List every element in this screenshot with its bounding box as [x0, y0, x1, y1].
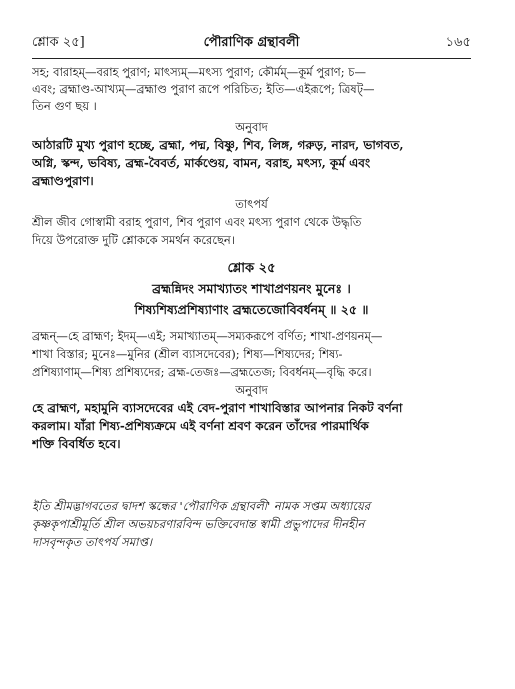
translation-heading: অনুবাদ	[235, 120, 268, 134]
verse-heading: শ্লোক ২৫	[227, 261, 276, 276]
colophon-line: কৃষ্ণকৃপাশ্রীমূর্তি শ্রীল অভয়চরণারবিন্দ ভক্তিবেদান্ত স্বামী প্রভুপাদের দীনহীন	[32, 517, 365, 531]
header-rule	[32, 58, 471, 59]
synonyms-line: সহ; বারাহম্—বরাহ পুরাণ; মাৎস্যম্—মৎস্য পুরাণ; কৌর্মম্—কূর্ম পুরাণ; চ—	[32, 65, 366, 79]
verse-line: শিষ্যশিষ্যপ্রশিষ্যাণাং ব্রহ্মতেজোবিবর্ধনম্ ॥ ২৫ ॥	[134, 302, 369, 317]
translation-line: শক্তি বিবর্ধিত হবে।	[32, 437, 121, 451]
translation-line: ব্রহ্মাণ্ডপুরাণ।	[32, 174, 94, 188]
verse-line: ব্রহ্মন্নিদং সমাখ্যাতং শাখাপ্রণয়নং মুনেঃ ।	[152, 281, 351, 296]
colophon-line: দাসবৃন্দকৃত তাৎপর্য সমাপ্ত।	[32, 535, 153, 549]
synonyms-line: তিন গুণ ছয় ।	[32, 99, 97, 113]
header-verse-ref: শ্লোক ২৫]	[32, 35, 85, 50]
translation-heading: অনুবাদ	[235, 383, 268, 397]
header-chapter-title: পৌরাণিক গ্রন্থাবলী	[203, 35, 300, 50]
translation-line: করলাম। যাঁরা শিষ্য-প্রশিষ্যক্রমে এই বর্ণনা শ্রবণ করেন তাঁদের পারমার্থিক	[32, 419, 369, 433]
verse-synonyms-line: শাখা বিস্তার; মুনেঃ—মুনির (শ্রীল ব্যাসদেবের); শিষ্য—শিষ্যদের; শিষ্য-	[32, 347, 343, 361]
verse-synonyms-line: প্রশিষ্যাণাম্—শিষ্য প্রশিষ্যদের; ব্রহ্ম-তেজঃ—ব্রহ্মতেজ; বিবর্ধনম্—বৃদ্ধি করে।	[32, 365, 372, 379]
synonyms-line: এবং; ব্রহ্মাণ্ড-আখ্যম্—ব্রহ্মাণ্ড পুরাণ রূপে পরিচিত; ইতি—এইরূপে; ত্রিষট্—	[32, 82, 375, 96]
header-page-number: ১৬৫	[445, 35, 471, 50]
translation-line: হে ব্রাহ্মণ, মহামুনি ব্যাসদেবের এই বেদ-পুরাণ শাখাবিস্তার আপনার নিকট বর্ণনা	[32, 401, 403, 415]
purport-line: শ্রীল জীব গোস্বামী বরাহ পুরাণ, শিব পুরাণ এবং মৎস্য পুরাণ থেকে উদ্ধৃতি	[32, 215, 362, 229]
purport-heading: তাৎপর্য	[235, 197, 268, 211]
translation-line: অগ্নি, স্কন্দ, ভবিষ্য, ব্রহ্ম-বৈবর্ত, মার্কণ্ডেয়, বামন, বরাহ, মৎস্য, কূর্ম এবং	[32, 156, 371, 170]
verse-synonyms-line: ব্রহ্মন্—হে ব্রাহ্মণ; ইদম্—এই; সমাখ্যাতম্—সম্যকরূপে বর্ণিত; শাখা-প্রণয়নম্—	[32, 329, 383, 343]
purport-line: দিয়ে উপরোক্ত দুটি শ্লোককে সমর্থন করেছেন।	[32, 233, 235, 247]
colophon-line: ইতি শ্রীমদ্ভাগবতের দ্বাদশ স্কন্ধের 'পৌরাণিক গ্রন্থাবলী' নামক সপ্তম অধ্যায়ের	[32, 499, 371, 513]
translation-line: আঠারটি মুখ্য পুরাণ হচ্ছে, ব্রহ্মা, পদ্ম, বিষ্ণু, শিব, লিঙ্গ, গরুড়, নারদ, ভাগবত,	[32, 138, 404, 152]
page-header	[32, 33, 471, 55]
